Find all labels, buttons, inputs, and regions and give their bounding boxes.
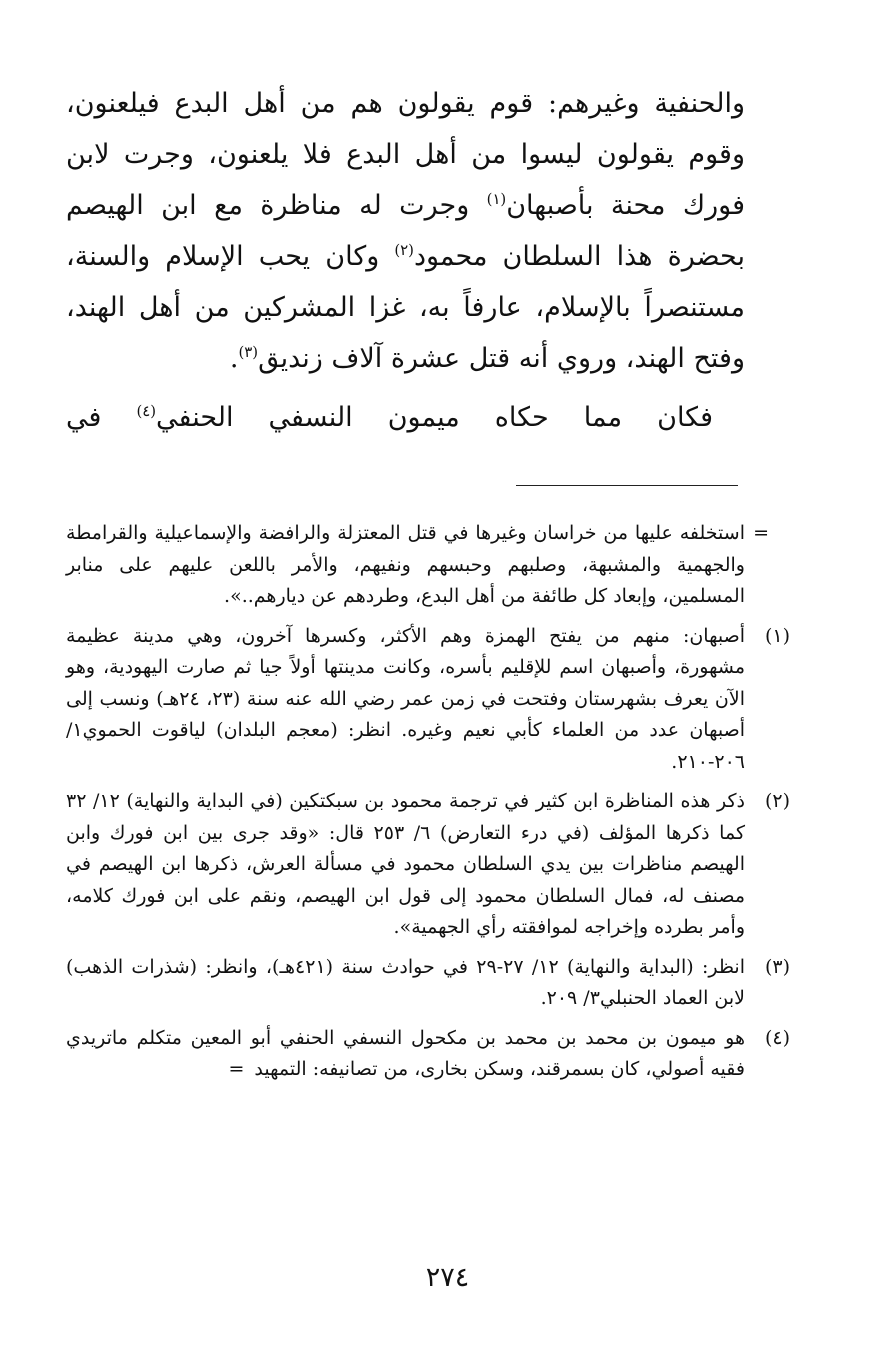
- main-text-segment: .: [229, 343, 239, 374]
- main-text-segment: فكان مما حكاه ميمون النسفي الحنفي: [156, 402, 713, 433]
- main-text-segment: وجرت له مناظرة مع ابن الهيصم بحضرة هذا السلطان محمود: [66, 190, 745, 272]
- footnote-text: انظر: (البداية والنهاية) ١٢/ ٢٧-٢٩ في حوادث سنة (٤٢١هـ)، وانظر: (شذرات الذهب) لابن العماد الحنبلي٣/ ٢٠٩.: [66, 955, 745, 1009]
- main-paragraph: [66, 78, 745, 384]
- footnote: [66, 786, 791, 944]
- footnotes: [66, 518, 791, 1094]
- continuation-marker: =: [753, 522, 769, 544]
- footnote-text: ذكر هذه المناظرة ابن كثير في ترجمة محمود بن سبكتكين (في البداية والنهاية) ١٢/ ٣٢ كما ذكرها المؤلف (في درء التعارض) ٦/ ٢٥٣ قال: «وقد جرى بين ابن فورك وابن الهيصم مناظرات بين يدي السلطان محمود في مسألة العرش، ذكرها ابن الهيصم في مصنف له، فمال السلطان محمود إلى قول ابن الهيصم، ونقم على ابن فورك كلامه، وأمر بطرده وإخراجه لموافقته رأي الجهمية».: [66, 790, 745, 938]
- footnote-separator: [516, 485, 738, 486]
- footnote-number: (١): [764, 624, 791, 647]
- footnote: [66, 621, 791, 779]
- footnote-text: استخلفه عليها من خراسان وغيرها في قتل المعتزلة والرافضة والإسماعيلية والقرامطة والجهمية والمشبهة، وصلبهم وحبسهم ونفيهم، والأمر باللعن عليهم على منابر المسلمين، وإبعاد كل طائفة من أهل البدع، وطردهم عن ديارهم..».: [66, 522, 745, 607]
- footnote-text: أصبهان: منهم من يفتح الهمزة وهم الأكثر، وكسرها آخرون، وهي مدينة عظيمة مشهورة، وأصبهان اسم للإقليم بأسره، وكانت مدينتها أولاً جيا ثم صارت اليهودية، وهو الآن يعرف بشهرستان وفتحت في زمن عمر رضي الله عنه سنة (٢٣، ٢٤هـ) ونسب إلى أصبهان عدد من العلماء كأبي نعيم وغيره. انظر: (معجم البلدان) لياقوت الحموي١/ ٢٠٦-٢١٠.: [66, 624, 745, 773]
- footnote-number: (٤): [764, 1026, 791, 1049]
- footnote-ref: (٣): [238, 343, 259, 361]
- main-text-segment: في: [66, 402, 137, 433]
- footnote-text: هو ميمون بن محمد بن محمد بن مكحول النسفي الحنفي أبو المعين متكلم ماتريدي فقيه أصولي، كان بسمرقند، وسكن بخارى، من تصانيفه: التمهيد: [66, 1026, 745, 1080]
- page-number: ٢٧٤: [425, 1262, 470, 1293]
- footnote-continuation: [66, 518, 769, 613]
- main-text-segment: وكان يحب الإسلام والسنة، مستنصراً بالإسلام، عارفاً به، غزا المشركين من أهل الهند، وفتح الهند، وروي أنه قتل عشرة آلاف زنديق: [66, 241, 745, 374]
- footnote-ref: (١): [486, 190, 507, 208]
- main-text-segment: والحنفية وغيرهم: قوم يقولون هم من أهل البدع فيلعنون، وقوم يقولون ليسوا من أهل البدع فلا يلعنون، وجرت لابن فورك محنة بأصبهان: [66, 88, 745, 221]
- continuation-marker: =: [228, 1058, 245, 1080]
- footnote-ref: (٢): [394, 241, 414, 259]
- footnote: [66, 952, 791, 1015]
- main-paragraph: [66, 392, 745, 443]
- footnote-number: (٢): [764, 790, 791, 812]
- footnote: [66, 1023, 791, 1086]
- footnote-number: (٣): [764, 955, 791, 978]
- main-text: [66, 78, 745, 443]
- footnote-ref: (٤): [136, 402, 157, 420]
